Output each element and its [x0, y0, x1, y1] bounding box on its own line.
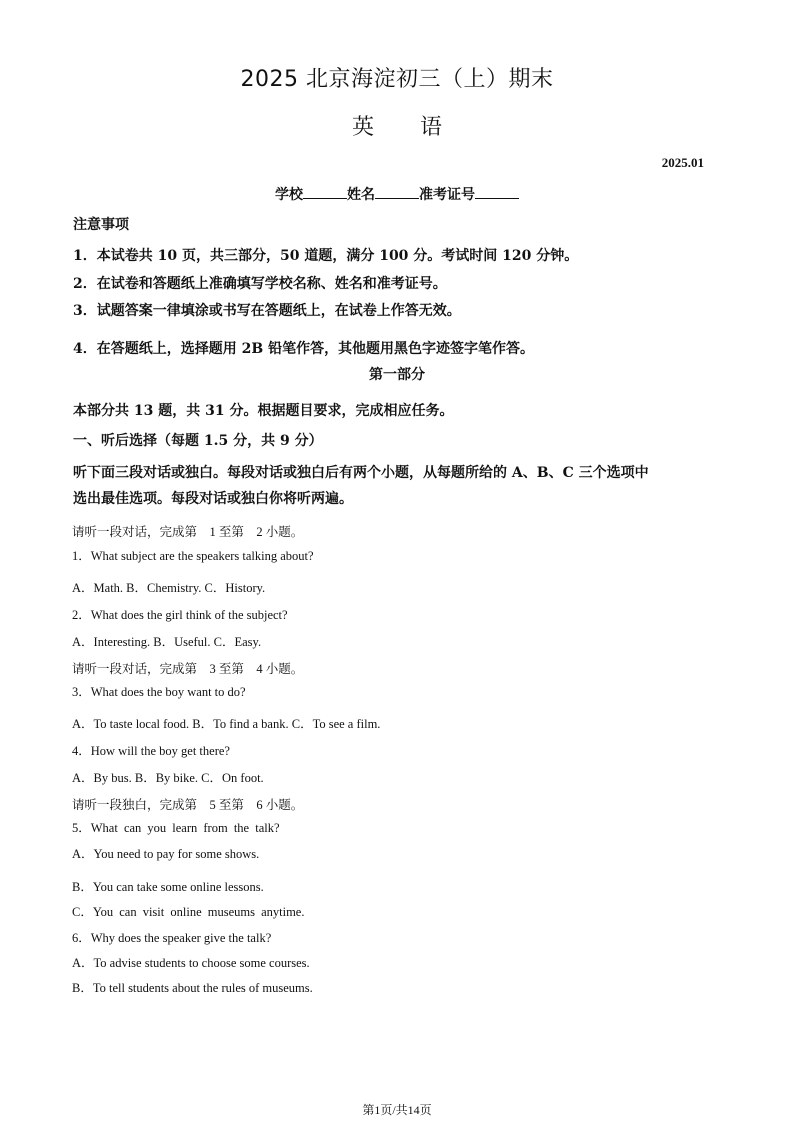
- question-3: 3．What does the boy want to do?: [72, 685, 246, 699]
- question-4: 4．How will the boy get there?: [72, 744, 230, 758]
- exam-date: 2025.01: [661, 155, 704, 170]
- listening-prompt-2: 请听一段对话，完成第 3 至第 4 小题。: [72, 662, 304, 676]
- note-item-2: 2．在试卷和答题纸上准确填写学校名称、姓名和准考证号。: [73, 276, 447, 292]
- notes-heading: 注意事项: [73, 217, 129, 233]
- listening-prompt-1: 请听一段对话，完成第 1 至第 2 小题。: [72, 525, 304, 539]
- question-3-options: A．To taste local food. B．To find a bank. C．To see a film.: [72, 717, 381, 731]
- student-info-fields: [0, 184, 794, 204]
- question-1: 1．What subject are the speakers talking about?: [72, 549, 314, 563]
- exam-id-blank: [475, 186, 519, 199]
- question-1-options: A．Math. B．Chemistry. C．History.: [72, 581, 266, 595]
- question-5-option-c-text: C．You can visit online museums anytime.: [72, 905, 305, 919]
- question-2: 2．What does the girl think of the subject?: [72, 608, 288, 622]
- page-number: 第1页/共14页: [362, 1103, 432, 1117]
- question-4-options: A．By bus. B．By bike. C．On foot.: [72, 771, 264, 785]
- question-6-option-a: A．To advise students to choose some courses.: [72, 956, 310, 970]
- question-6: 6．Why does the speaker give the talk?: [72, 931, 272, 945]
- question-5: [72, 818, 280, 836]
- note-item-3: 3．试题答案一律填涂或书写在答题纸上，在试卷上作答无效。: [73, 303, 461, 319]
- question-5-option-b: B．You can take some online lessons.: [72, 880, 264, 894]
- section-title: 一、听后选择（每题 1.5 分，共 9 分）: [73, 433, 323, 449]
- question-2-options: A．Interesting. B．Useful. C．Easy.: [72, 635, 262, 649]
- listening-prompt-3: 请听一段独白，完成第 5 至第 6 小题。: [72, 798, 304, 812]
- name-label: 姓名: [347, 187, 375, 203]
- exam-title: 2025 北京海淀初三（上）期末: [240, 67, 554, 92]
- question-5-option-a: A．You need to pay for some shows.: [72, 847, 260, 861]
- subject-char-1: 英: [351, 115, 374, 140]
- question-6-option-b: B．To tell students about the rules of museums.: [72, 981, 313, 995]
- school-label: 学校: [275, 187, 303, 203]
- subject-char-2: 语: [420, 115, 443, 140]
- note-item-1: 1．本试卷共 10 页，共三部分，50 道题，满分 100 分。考试时间 120 分钟。: [73, 248, 579, 264]
- instructions-line-1: 听下面三段对话或独白。每段对话或独白后有两个小题，从每题所给的 A、B、C 三个选项中: [73, 465, 649, 481]
- note-item-4: 4．在答题纸上，选择题用 2B 铅笔作答，其他题用黑色字迹签字笔作答。: [73, 341, 535, 357]
- question-5-text: 5．What can you learn from the talk?: [72, 821, 280, 835]
- part1-heading: 第一部分: [369, 367, 425, 383]
- exam-id-label: 准考证号: [419, 187, 475, 203]
- school-blank: [303, 186, 347, 199]
- part1-intro: 本部分共 13 题，共 31 分。根据题目要求，完成相应任务。: [73, 403, 454, 419]
- question-5-option-c: [72, 902, 304, 920]
- name-blank: [375, 186, 419, 199]
- instructions-line-2: 选出最佳选项。每段对话或独白你将听两遍。: [73, 491, 353, 507]
- subject-title: [0, 110, 794, 141]
